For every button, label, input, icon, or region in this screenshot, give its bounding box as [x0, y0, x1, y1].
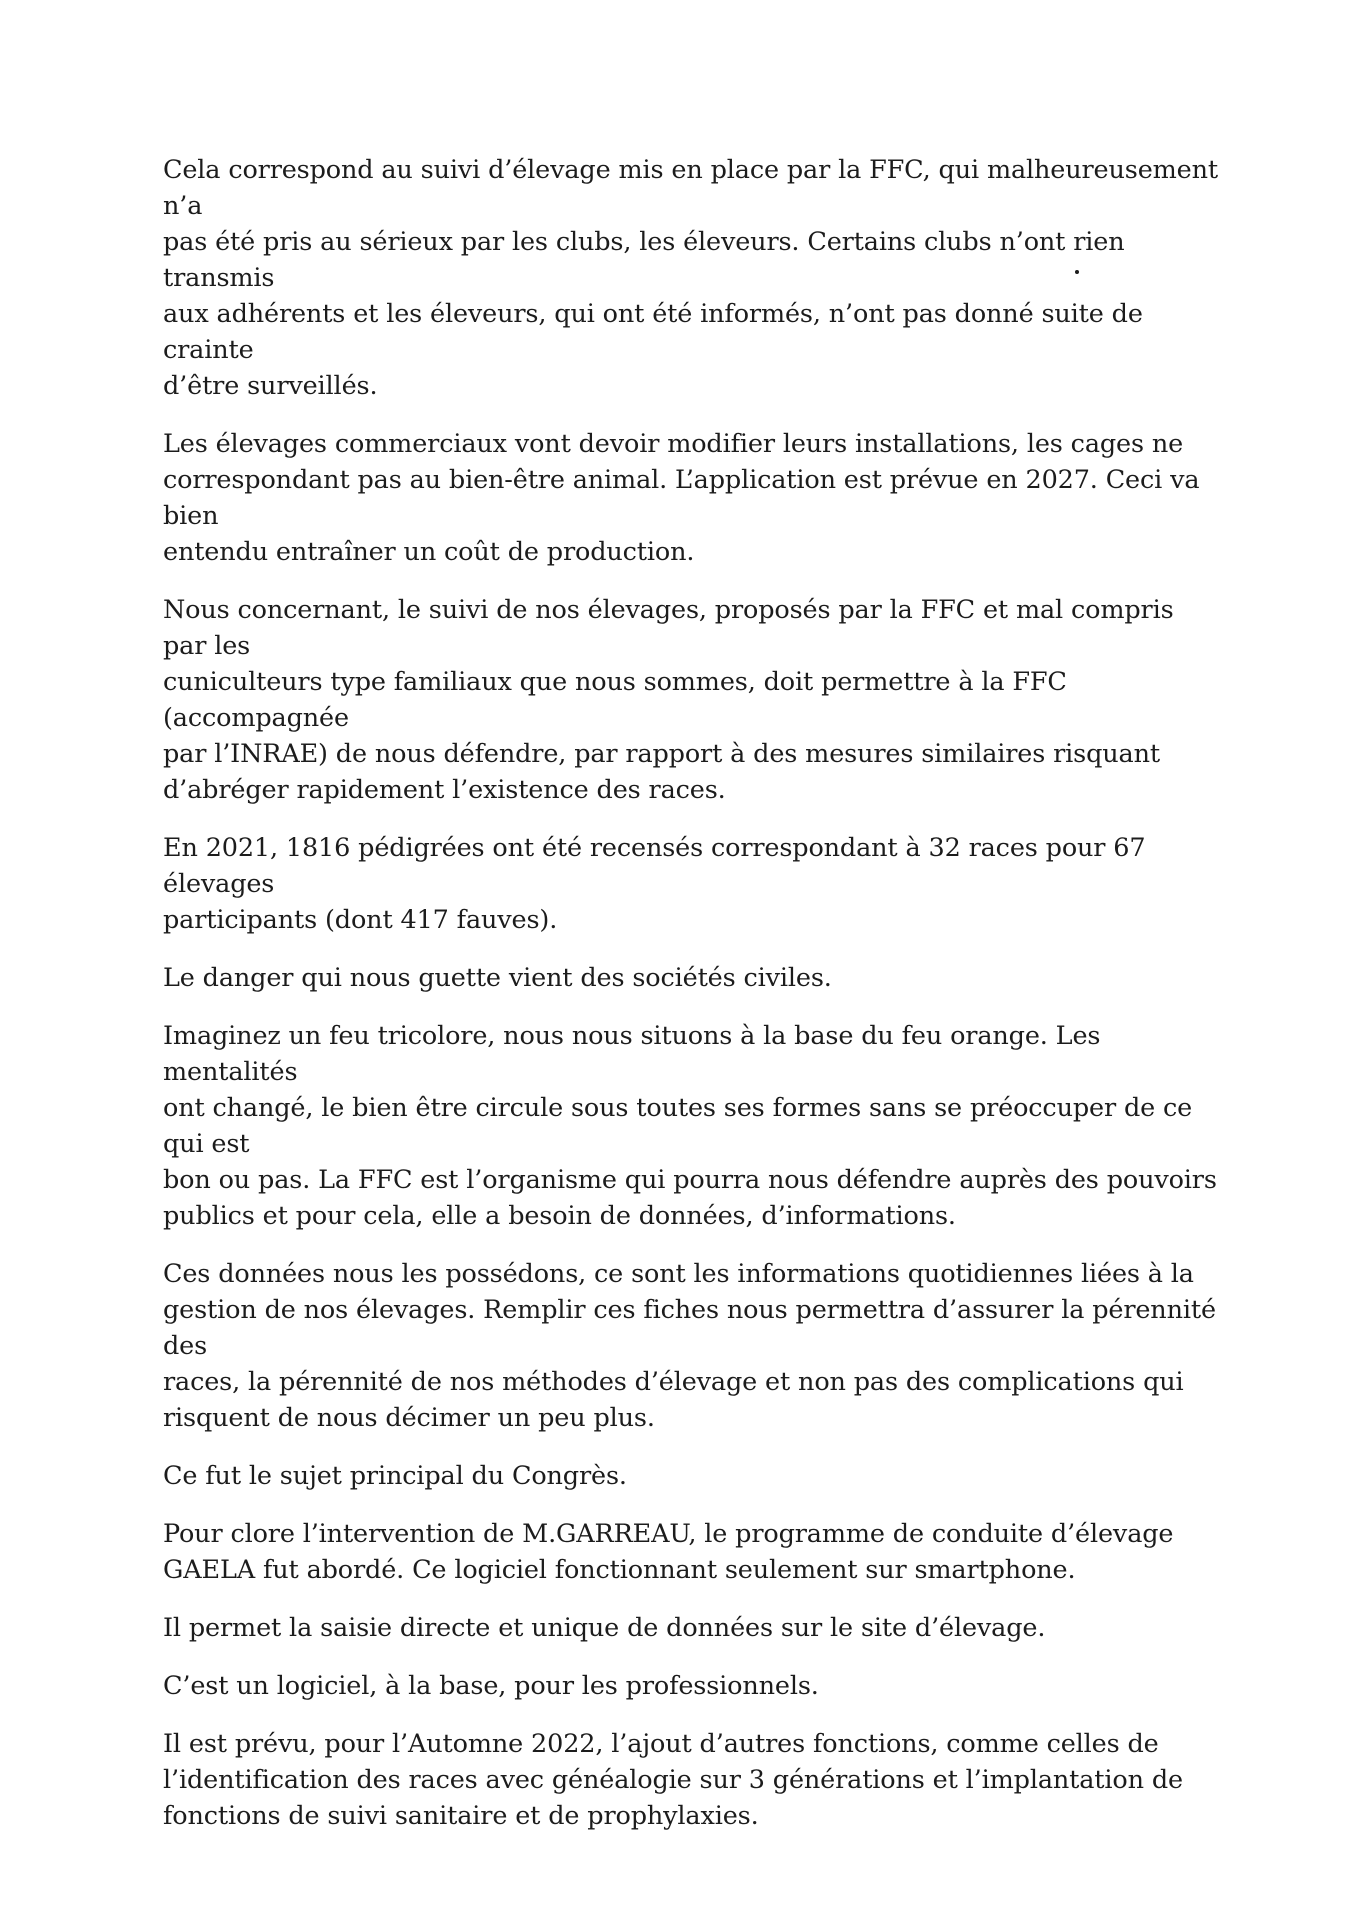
paragraph-donnees: Ces données nous les possédons, ce sont les informations quotidiennes liées à la gestion de nos élevages. Remplir ces fiches nous permettra d’assurer la pérennité des races, la pérennité de nos méthodes d’élevage et non pas des complications qui risquent de nous décimer un peu plus. — [163, 1259, 1216, 1433]
paragraph-sujet-principal: Ce fut le sujet principal du Congrès. — [163, 1461, 627, 1491]
paragraph-saisie-directe: Il permet la saisie directe et unique de données sur le site d’élevage. — [163, 1613, 1046, 1643]
paragraph-elevages-commerciaux: Les élevages commerciaux vont devoir modifier leurs installations, les cages ne correspondant pas au bien-être animal. L’application est prévue en 2027. Ceci va bien entendu entraîner un coût de production. — [163, 429, 1200, 567]
paragraph-logiciel-professionnels: C’est un logiciel, à la base, pour les professionnels. — [163, 1671, 819, 1701]
paragraph-gaela: Pour clore l’intervention de M.GARREAU, le programme de conduite d’élevage GAELA fut abordé. Ce logiciel fonctionnant seulement sur smartphone. — [163, 1519, 1174, 1585]
stray-dot-mark — [1075, 270, 1079, 274]
paragraph-danger: Le danger qui nous guette vient des sociétés civiles. — [163, 963, 832, 993]
document-body — [163, 152, 1223, 1856]
paragraph-suivi-elevage: Cela correspond au suivi d’élevage mis en place par la FFC, qui malheureusement n’a pas été pris au sérieux par les clubs, les éleveurs. Certains clubs n’ont rien transmis aux adhérents et les éleveurs, qui ont été informés, n’ont pas donné suite de crainte d’être surveillés. — [163, 155, 1218, 401]
paragraph-feu-tricolore: Imaginez un feu tricolore, nous nous situons à la base du feu orange. Les mentalités ont changé, le bien être circule sous toutes ses formes sans se préoccuper de ce qui est bon ou pas. La FFC est l’organisme qui pourra nous défendre auprès des pouvoirs publics et pour cela, elle a besoin de données, d’informations. — [163, 1021, 1217, 1231]
paragraph-nous-concernant: Nous concernant, le suivi de nos élevages, proposés par la FFC et mal compris par les cuniculteurs type familiaux que nous sommes, doit permettre à la FFC (accompagnée par l’INRAE) de nous défendre, par rapport à des mesures similaires risquant d’abréger rapidement l’existence des races. — [163, 595, 1174, 805]
paragraph-automne-2022: Il est prévu, pour l’Automne 2022, l’ajout d’autres fonctions, comme celles de l’identification des races avec généalogie sur 3 générations et l’implantation de fonctions de suivi sanitaire et de prophylaxies. — [163, 1729, 1183, 1831]
paragraph-statistiques-2021: En 2021, 1816 pédigrées ont été recensés correspondant à 32 races pour 67 élevages participants (dont 417 fauves). — [163, 833, 1146, 935]
